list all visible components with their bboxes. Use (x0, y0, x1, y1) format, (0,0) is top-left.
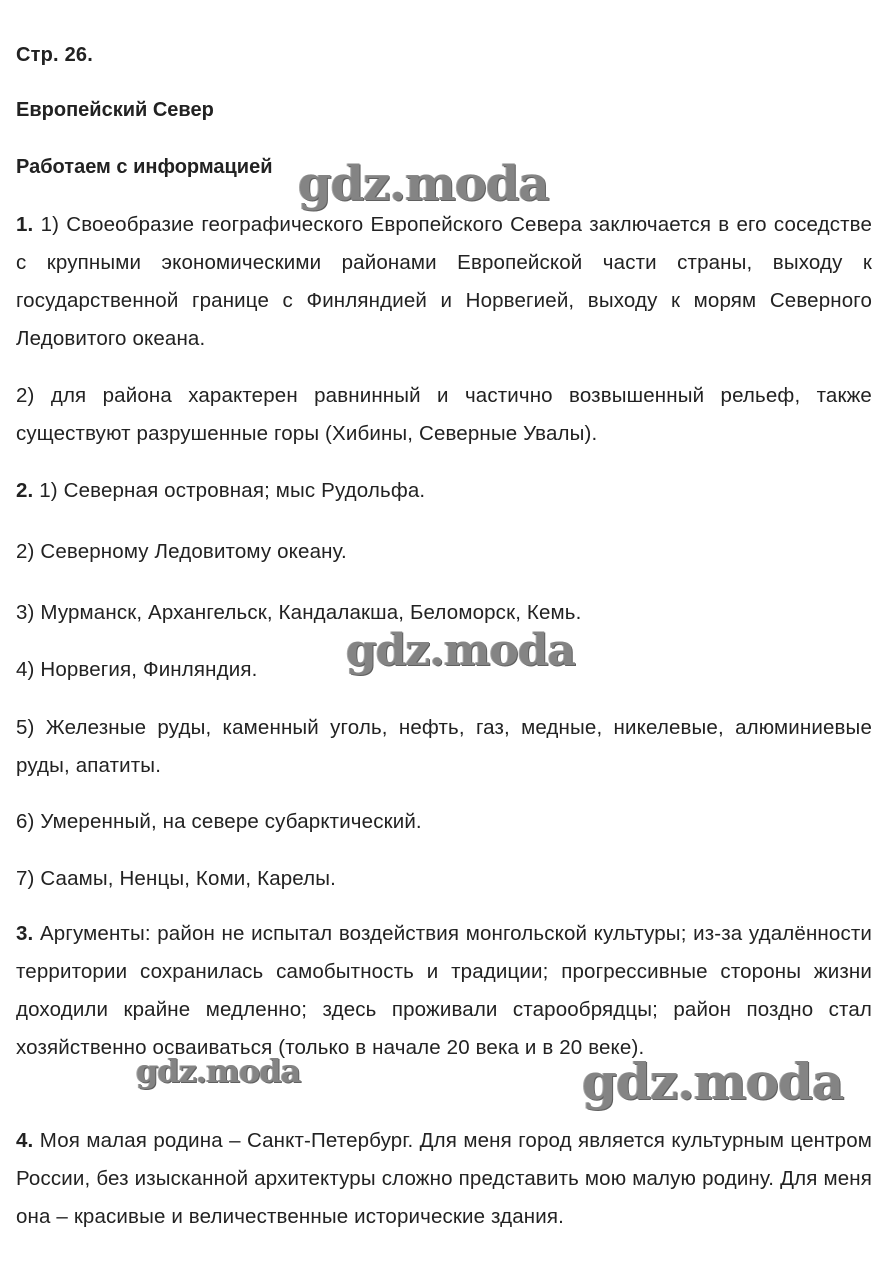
page-number: Стр. 26. (16, 44, 93, 66)
answer-3 (16, 915, 872, 1067)
subsection-title: Работаем с информацией (16, 156, 273, 178)
answer-2-part-6 (16, 803, 872, 841)
answer-text: 6) Умеренный, на севере субарктический. (16, 810, 422, 833)
answer-text: 2) для района характерен равнинный и частично возвышенный рельеф, также существуют разрушенные горы (Хибины, Северные Увалы). (16, 384, 872, 445)
answer-text: Моя малая родина – Санкт-Петербург. Для меня город является культурным центром России, без изысканной архитектуры сложно представить мою малую родину. Для меня она – красивые и величественные исторические здания. (16, 1129, 872, 1228)
answer-2-part-5 (16, 709, 872, 785)
section-title: Европейский Север (16, 99, 214, 121)
answer-text: 1) Своеобразие географического Европейского Севера заключается в его соседстве с крупными экономическими районами Европейской части страны, выходу к государственной границе с Финляндией и Норвегией, выходу к морям Северного Ледовитого океана. (16, 213, 872, 350)
answer-number: 3. (16, 922, 34, 945)
watermark: gdz.moda (136, 1052, 301, 1090)
answer-text: 3) Мурманск, Архангельск, Кандалакша, Беломорск, Кемь. (16, 601, 582, 624)
answer-2-part-7 (16, 860, 872, 898)
answer-text: Аргументы: район не испытал воздействия монгольской культуры; из-за удалённости территории сохранилась самобытность и традиции; прогрессивные стороны жизни доходили крайне медленно; здесь проживали старообрядцы; район поздно стал хозяйственно осваиваться (только в начале 20 века и в 20 веке). (16, 922, 872, 1059)
answer-text: 4) Норвегия, Финляндия. (16, 658, 258, 681)
watermark: gdz.moda (582, 1052, 844, 1111)
answer-4 (16, 1122, 872, 1236)
answer-text: 2) Северному Ледовитому океану. (16, 540, 347, 563)
watermark: gdz.moda (298, 156, 549, 212)
answer-1-part-2 (16, 377, 872, 453)
answer-number: 4. (16, 1129, 34, 1152)
answer-1-part-1 (16, 206, 872, 358)
answer-text: 5) Железные руды, каменный уголь, нефть, газ, медные, никелевые, алюминиевые руды, апатиты. (16, 716, 872, 777)
answer-number: 2. (16, 479, 34, 502)
watermark: gdz.moda (346, 625, 576, 676)
answer-text: 7) Саамы, Ненцы, Коми, Карелы. (16, 867, 337, 890)
answer-text: 1) Северная островная; мыс Рудольфа. (33, 479, 426, 502)
answer-number: 1. (16, 213, 34, 236)
answer-2-part-2 (16, 533, 872, 571)
answer-2-part-1 (16, 472, 872, 510)
